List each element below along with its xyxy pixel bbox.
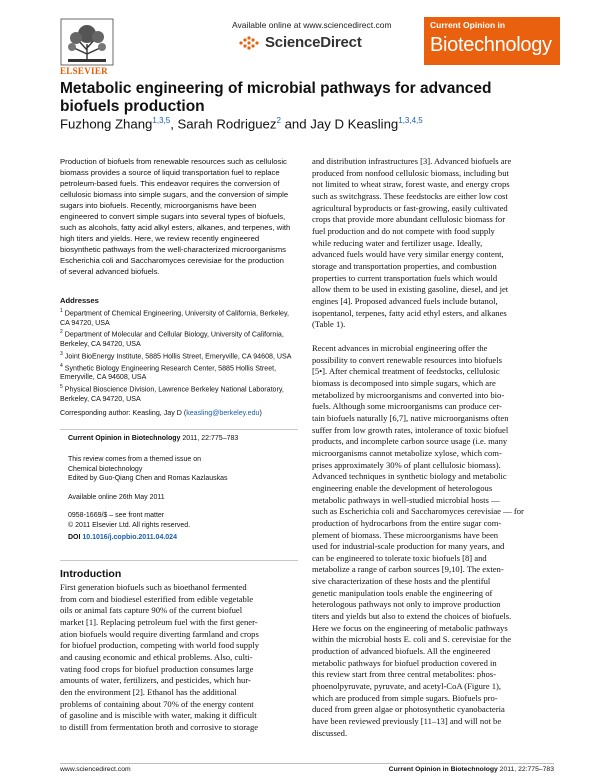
text-line: market [1]. Replacing petroleum fuel with the first gener- (60, 616, 258, 627)
text-line: amounts of water, fertilizers, and pesticides, which hur- (60, 675, 251, 686)
text-line: metabolize a range of carbon sources [9,10]. The exten- (312, 564, 504, 575)
address-item: $^5$ Physical Bioscience Division, Lawrence Berkeley National Laboratory, Berkeley, CA 94720, USA (60, 383, 284, 403)
text-line: agricultural byproducts or fast-growing, easily cultivated (312, 202, 508, 213)
journal-banner-line2: Biotechnology (430, 34, 552, 56)
text-line: such as switchgrass. These feedstocks are either low cost (312, 190, 508, 201)
text-line: products, and incomplete carbon source usage (i.e. many (312, 436, 508, 447)
text-line: heterologous pathways not only to improve production (312, 599, 501, 610)
themed-issue-note: This review comes from a themed issue on Chemical biotechnology Edited by Guo-Qiang Chen and Romas Kazlauskas (68, 456, 228, 482)
text-line: titers and yields but also to extend the choices of biofuels. (312, 611, 512, 622)
text-line: and distribution infrastructures [3]. Advanced biofuels are (312, 156, 512, 166)
corresponding-author: Corresponding author: Keasling, Jay D (keasling@berkeley.edu) (60, 409, 262, 417)
text-line: can be engineered to tolerate toxic biofuels [8] and (312, 552, 487, 563)
text-line: from corn and biodiesel esterified from edible vegetable (60, 593, 254, 604)
text-line: plement of biomass. These microorganisms have been (312, 529, 499, 540)
text-line: fuels. Although some microorganisms can produce cer- (312, 401, 502, 412)
footer-rule (60, 763, 554, 764)
text-line: den the environment [2]. Ethanol has the additional (60, 686, 237, 697)
sciencedirect-dots-icon (238, 35, 262, 51)
introduction-text-left (60, 582, 301, 734)
text-line: allow them to be used in existing gasoline, diesel, and jet (312, 284, 509, 295)
text-line: suffer from low growth rates, intolerance of toxic biofuel (312, 424, 509, 435)
issn-copyright: 0958-1669/$ – see front matter © 2011 Elsevier Ltd. All rights reserved. (68, 512, 191, 529)
author-affiliation-mark[interactable]: 1,3,4,5 (398, 116, 423, 125)
text-line: which are produced from simple sugars. Biofuels pro- (312, 692, 498, 703)
text-line: possibility to convert renewable resources into biofuels (312, 354, 502, 365)
doi-line: DOI 10.1016/j.copbio.2011.04.024 (68, 534, 177, 541)
text-line: phoenolpyruvate, pyruvate, and acetyl-CoA (Figure 1), (312, 681, 502, 692)
text-line: tain biofuels naturally [6,7], native microorganisms often (312, 412, 509, 423)
text-line: this review start from three central metabolites: phos- (312, 669, 496, 680)
abstract: Production of biofuels from renewable resources such as cellulosic biomass provides a source of liquid transportation fuel to replace petroleum-based fuels. This endeavor requires the conversion of cellulosic biomass into simple sugars, and the conversion of simple sugars into biofuels. Recently, microorganisms have been engineered to convert simple sugars into several types of biofuels, such as alcohols, fatty acid alkyl esters, alkanes, and terpenes, with high titers and yields. Here, we review recently engineered biosynthetic pathways from the well-characterized microorganisms Escherichia coli and Saccharomyces cerevisiae for the production of several advanced biofuels. (60, 157, 291, 277)
text-line: isopentanol, terpenes, fatty acid ethyl esters, and alkanes (312, 307, 507, 318)
sciencedirect-wordmark: ScienceDirect (265, 34, 362, 51)
author-affiliation-mark[interactable]: 1,3,5 (152, 116, 171, 125)
author-affiliation-mark[interactable]: 2 (276, 116, 281, 125)
citation-line: Current Opinion in Biotechnology 2011, 22:775–783 (68, 435, 239, 442)
text-line: production of hydrocarbons from the entire sugar com- (312, 517, 502, 528)
text-line: Here we focus on the engineering of metabolic pathways (312, 622, 508, 633)
text-line: Advanced techniques in synthetic biology and metabolic (312, 471, 507, 482)
author-list: Fuzhong Zhang$^{1,3,5}$, Sarah Rodriguez$^2$ and Jay D Keasling$^{1,3,4,5}$ (60, 116, 423, 132)
text-line: crops that provide more abundant cellulosic biomass for (312, 214, 506, 225)
text-line: vating food crops for biofuel production consumes large (60, 663, 254, 674)
footer-citation: Current Opinion in Biotechnology 2011, 22:775–783 (388, 766, 554, 773)
text-line: problems of containing about 70% of the energy content (60, 698, 254, 709)
text-line: not limited to wheat straw, forest waste, and energy crops (312, 179, 510, 190)
author-name: Sarah Rodriguez (177, 116, 277, 132)
journal-banner[interactable] (424, 17, 560, 65)
address-item: $^4$ Synthetic Biology Engineering Research Center, 5885 Hollis Street, Emeryville, CA 94608, USA (60, 362, 277, 382)
text-line: Recent advances in microbial engineering offer the (312, 343, 488, 353)
publisher-name: ELSEVIER (60, 66, 108, 76)
text-line: First generation biofuels such as bioethanol fermented (60, 582, 247, 592)
available-date: Available online 26th May 2011 (68, 494, 165, 501)
text-line: duced from green algae or photosynthetic cyanobacteria (312, 704, 505, 715)
introduction-heading: Introduction (60, 568, 122, 580)
sciencedirect-logo[interactable] (238, 34, 362, 51)
text-line: engines [4]. Proposed advanced fuels include butanol, (312, 295, 498, 306)
text-line: and causing economic and ethical problems. Also, culti- (60, 651, 253, 662)
text-line: biomass is decomposed into simple sugars, which are (312, 377, 496, 388)
text-line: metabolic pathways for biofuel production covered in (312, 657, 497, 668)
text-line: used for industrial-scale production for many years, and (312, 541, 505, 552)
address-item: $^2$ Department of Molecular and Cellular Biology, University of California, Berkeley, CA 94720, USA (60, 329, 284, 349)
text-line: oils or animal fats capture 90% of the current biofuel (60, 605, 243, 616)
article-title: Metabolic engineering of microbial pathways for advanced biofuels production (60, 80, 492, 115)
author-name: Fuzhong Zhang (60, 116, 153, 132)
text-line: fuel production and do not compete with food supply (312, 225, 495, 236)
text-line: storage and transportation properties, and combustion (312, 260, 497, 271)
body-text-right-bottom (312, 343, 553, 739)
doi-link[interactable]: 10.1016/j.copbio.2011.04.024 (82, 534, 177, 541)
text-line: for biofuel production, competing with world food supply (60, 640, 260, 651)
text-line: while reducing water and fertilizer usage. Ideally, (312, 237, 483, 248)
text-line: advanced fuels would have very similar energy content, (312, 249, 504, 260)
journal-banner-line1: Current Opinion in (430, 20, 506, 30)
text-line: sive characterization of these hosts and the plentiful (312, 576, 491, 587)
text-line: production of advanced biofuels. All the engineered (312, 646, 491, 657)
elsevier-tree-logo (60, 18, 114, 66)
text-line: of gasoline and is miscible with water, making it difficult (60, 710, 257, 721)
address-item: $^1$ Department of Chemical Engineering, University of California, Berkeley, CA 94720, USA (60, 308, 289, 327)
text-line: metabolic pathways in well-studied microbial hosts — (312, 494, 500, 505)
footer-site-link[interactable]: www.sciencedirect.com (60, 766, 131, 773)
text-line: prises approximately 30% of plant cellulosic biomass). (312, 459, 501, 470)
available-online-link[interactable]: Available online at www.sciencedirect.com (232, 20, 392, 30)
text-line: properties to current transportation fuels which would (312, 272, 498, 283)
text-line: engineering enable the development of heterologous (312, 482, 493, 493)
corresponding-email-link[interactable]: keasling@berkeley.edu (186, 409, 260, 417)
address-item: $^3$ Joint BioEnergy Institute, 5885 Hollis Street, Emeryville, CA 94608, USA (60, 350, 292, 361)
text-line: ation biofuels would require diverting farmland and crops (60, 628, 259, 639)
text-line: to distill from fermentation broth and corrosive to storage (60, 721, 259, 732)
text-line: [5•]. After chemical treatment of feedstocks, cellulosic (312, 366, 500, 377)
addresses-list (60, 307, 298, 404)
text-line: metabolized by microorganisms and converted into bio- (312, 389, 505, 400)
text-line: genetic manipulation tools enable the engineering of (312, 587, 493, 598)
text-line: (Table 1). (312, 319, 346, 330)
text-line: discussed. (312, 727, 348, 738)
addresses-heading: Addresses (60, 296, 99, 305)
text-line: within the microbial hosts E. coli and S. cerevisiae for the (312, 634, 512, 645)
text-line: such as Escherichia coli and Saccharomyces cerevisiae — for (312, 506, 524, 517)
body-text-right-top (312, 156, 553, 331)
author-name: Jay D Keasling (310, 116, 399, 132)
text-line: microorganisms cannot metabolize xylose, which com- (312, 447, 502, 458)
text-line: produced from nonfood cellulosic biomass, including but (312, 167, 509, 178)
text-line: have been reviewed previously [11–13] and will not be (312, 716, 502, 726)
